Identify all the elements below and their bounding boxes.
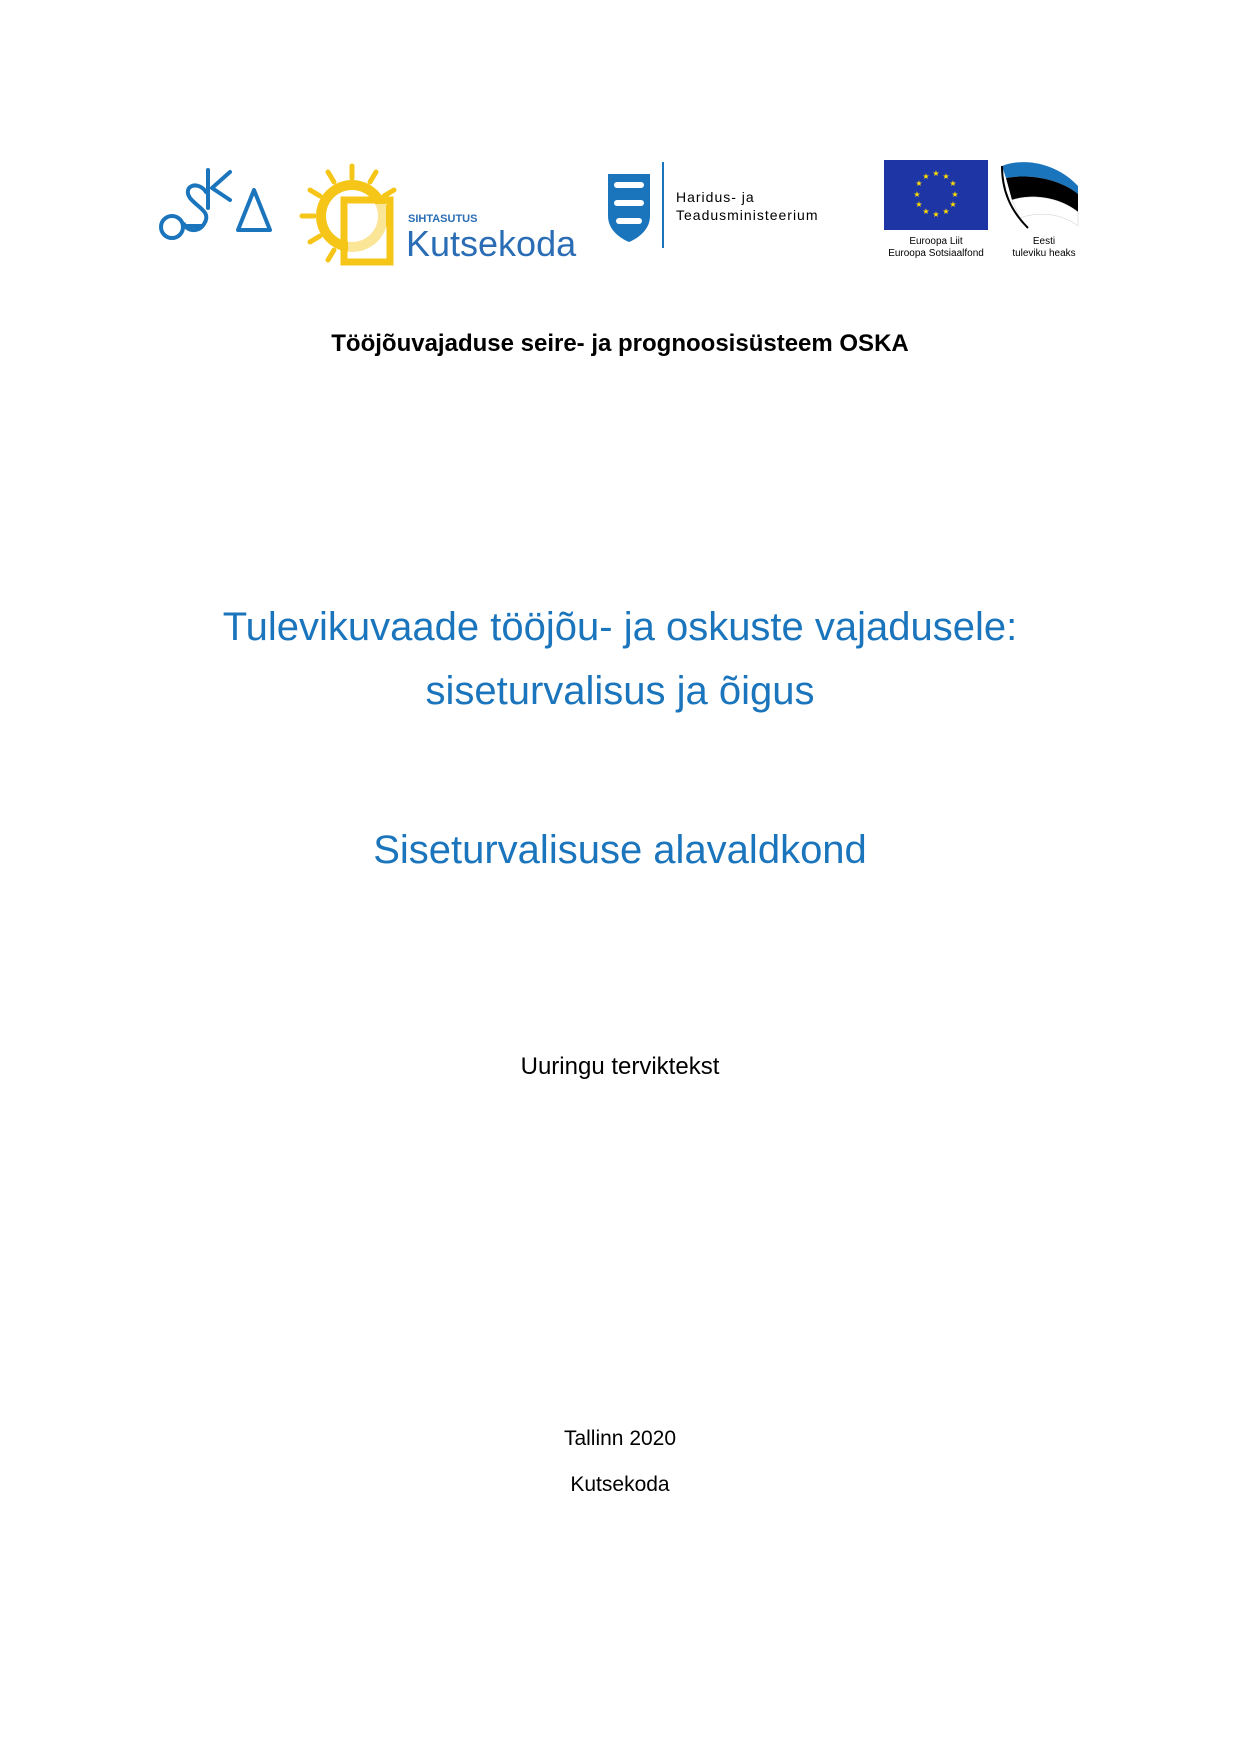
- ministry-logo: [604, 160, 834, 250]
- eesti-line1: Eesti: [1032, 236, 1056, 247]
- document-type: Uuringu terviktekst: [520, 1053, 720, 1080]
- oska-logo-icon: [158, 162, 273, 242]
- svg-text:★: ★: [951, 190, 959, 199]
- svg-text:★: ★: [915, 179, 923, 188]
- svg-text:★: ★: [942, 207, 950, 216]
- svg-text:★: ★: [913, 190, 921, 199]
- ministry-logo-svg: [604, 160, 834, 250]
- eu-line2: Euroopa Sotsiaalfond: [888, 248, 984, 259]
- eu-logo: [884, 160, 994, 260]
- subtitle: Siseturvalisuse alavaldkond: [373, 828, 867, 872]
- svg-text:★: ★: [932, 210, 940, 219]
- tagline: Tööjõuvajaduse seire- ja prognoosisüsteem OSKA: [331, 330, 909, 357]
- svg-text:★: ★: [932, 169, 940, 178]
- svg-text:★: ★: [922, 172, 930, 181]
- title-line-2: siseturvalisus ja õigus: [425, 669, 815, 713]
- publisher: Kutsekoda: [570, 1473, 670, 1496]
- svg-text:★: ★: [915, 200, 923, 209]
- svg-text:★: ★: [949, 200, 957, 209]
- svg-text:★: ★: [922, 207, 930, 216]
- ministry-line2: Teadusministeerium: [676, 207, 819, 223]
- eesti-line2: tuleviku heaks: [1012, 248, 1076, 259]
- ministry-line1: Haridus- ja: [676, 189, 755, 205]
- kutsekoda-small-label: SIHTASUTUS: [408, 213, 478, 225]
- kutsekoda-logo: [296, 160, 578, 270]
- svg-text:★: ★: [942, 172, 950, 181]
- place-year: Tallinn 2020: [563, 1427, 677, 1450]
- title-line-1: Tulevikuvaade tööjõu- ja oskuste vajadusele:: [222, 605, 1018, 649]
- oska-logo: [158, 162, 273, 242]
- eu-line1: Euroopa Liit: [909, 236, 963, 247]
- kutsekoda-name: Kutsekoda: [406, 223, 577, 264]
- svg-text:★: ★: [949, 179, 957, 188]
- eesti-logo: [998, 160, 1084, 260]
- estonian-lions-coat-of-arms-icon: [608, 174, 650, 242]
- estonian-flag-wave-icon: [998, 160, 1084, 260]
- kutsekoda-sun-icon: [296, 160, 578, 270]
- eu-flag-svg: [884, 160, 994, 260]
